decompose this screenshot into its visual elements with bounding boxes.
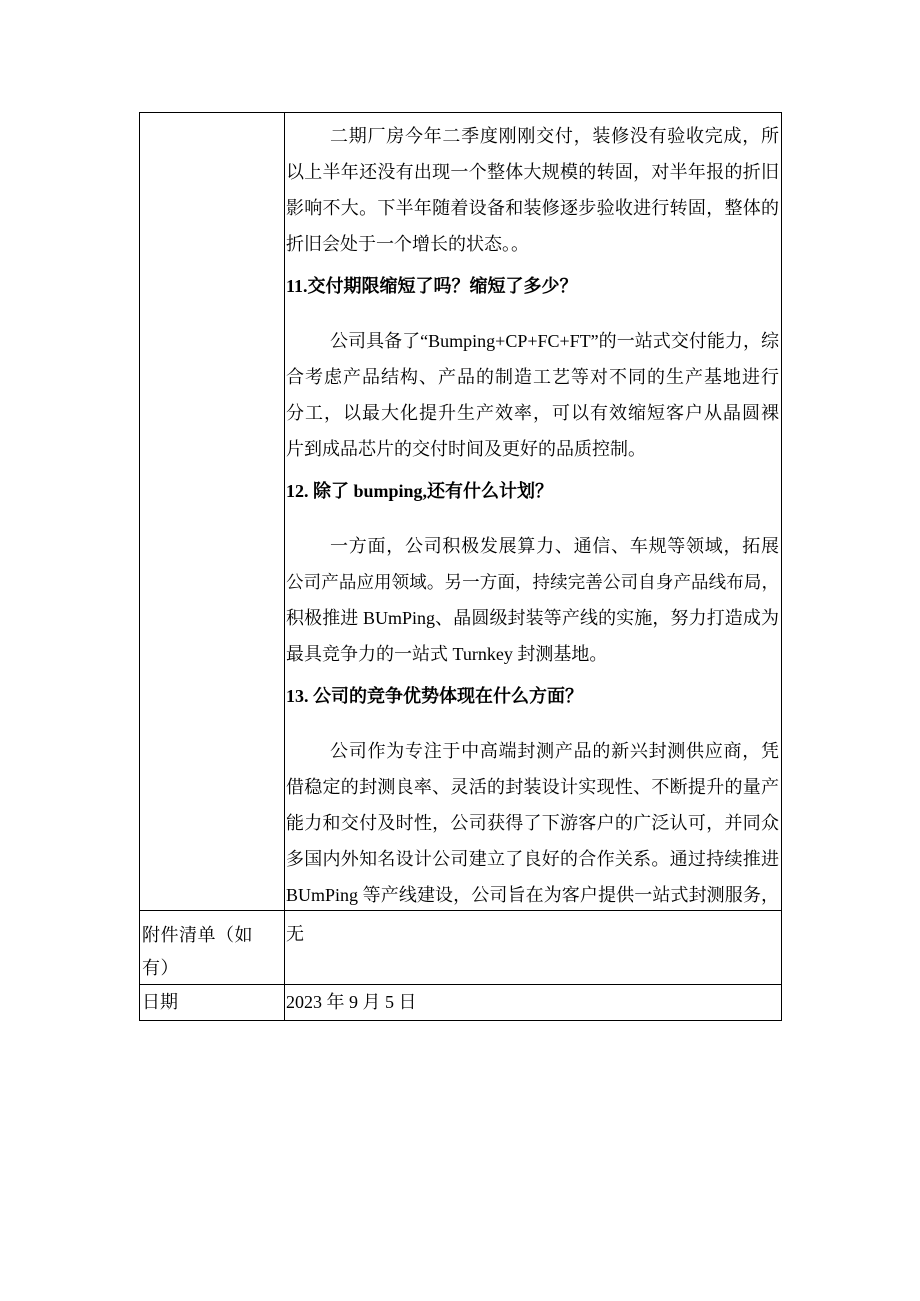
attachments-value: 无 bbox=[286, 924, 304, 944]
continued-answer bbox=[286, 118, 779, 262]
attachments-label-cell bbox=[140, 911, 285, 985]
answer-line: 合考虑产品结构、产品的制造工艺等对不同的生产基地进行 bbox=[286, 367, 779, 387]
answer-paragraph bbox=[286, 323, 779, 467]
qa-content-cell bbox=[285, 113, 782, 911]
question-heading: 13. 公司的竞争优势体现在什么方面？ bbox=[286, 686, 583, 706]
answer-line: 以上半年还没有出现一个整体大规模的转固，对半年报的折旧 bbox=[286, 162, 779, 182]
answer-line: 多国内外知名设计公司建立了良好的合作关系。通过持续推进 bbox=[286, 849, 779, 869]
answer-line: 片到成品芯片的交付时间及更好的品质控制。 bbox=[286, 439, 646, 459]
answer-line: 影响不大。下半年随着设备和装修逐步验收进行转固，整体的 bbox=[286, 198, 779, 218]
date-value: 2023 年 9 月 5 日 bbox=[286, 992, 417, 1012]
answer-line: 公司具备了“Bumping+CP+FC+FT”的一站式交付能力，综 bbox=[330, 331, 779, 351]
date-label-cell bbox=[140, 985, 285, 1021]
answer-line: 借稳定的封测良率、灵活的封装设计实现性、不断提升的量产 bbox=[286, 777, 779, 797]
answer-line: 最具竞争力的一站式 Turnkey 封测基地。 bbox=[286, 644, 608, 664]
date-value-cell bbox=[285, 985, 782, 1021]
record-table bbox=[139, 112, 782, 1021]
question-heading: 12. 除了 bumping,还有什么计划？ bbox=[286, 481, 554, 501]
question-heading: 11.交付期限缩短了吗？缩短了多少？ bbox=[286, 276, 578, 296]
answer-line: 能力和交付及时性，公司获得了下游客户的广泛认可，并同众 bbox=[286, 813, 779, 833]
answer-paragraph bbox=[286, 528, 779, 672]
answer-line: 积极推进 BUmPing、晶圆级封装等产线的实施，努力打造成为 bbox=[286, 608, 779, 628]
attachments-label: 附件清单（如有） bbox=[142, 925, 253, 978]
answer-line: BUmPing 等产线建设，公司旨在为客户提供一站式封测服务， bbox=[286, 885, 779, 905]
answer-line: 折旧会处于一个增长的状态。。 bbox=[286, 234, 529, 254]
answer-line: 公司产品应用领域。另一方面，持续完善公司自身产品线布局， bbox=[286, 572, 779, 592]
row-label-cell-empty bbox=[140, 113, 285, 911]
attachments-value-cell bbox=[285, 911, 782, 985]
answer-line: 公司作为专注于中高端封测产品的新兴封测供应商，凭 bbox=[330, 741, 779, 761]
date-label: 日期 bbox=[142, 992, 178, 1012]
answer-line: 二期厂房今年二季度刚刚交付，装修没有验收完成，所 bbox=[330, 126, 779, 146]
answer-line: 一方面，公司积极发展算力、通信、车规等领域，拓展 bbox=[330, 536, 779, 556]
answer-line: 分工，以最大化提升生产效率，可以有效缩短客户从晶圆裸 bbox=[286, 403, 779, 423]
answer-paragraph bbox=[286, 733, 779, 911]
